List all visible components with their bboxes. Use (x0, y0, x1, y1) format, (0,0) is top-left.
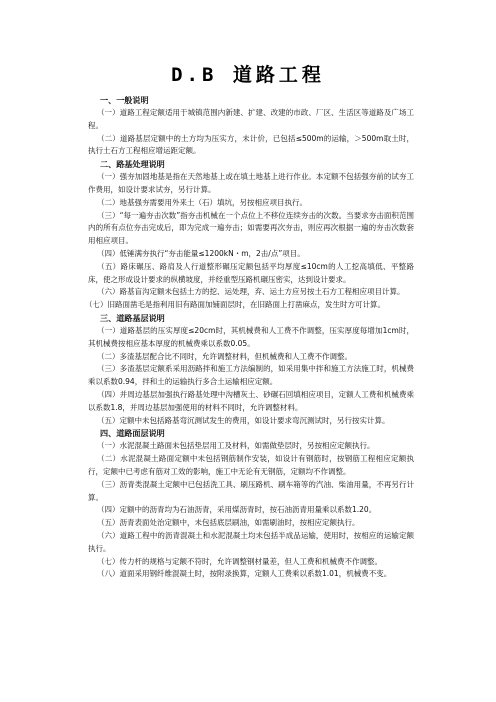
paragraph: （五）定额中未包括路基弯沉测试发生的费用，如设计要求弯沉测试时，另行按实计算。 (97, 415, 390, 425)
paragraph: （二）道路基层定额中的土方均为压实方，未计价，已包括≤500m的运输，＞500m取土时，执行土石方工程相应增运距定额。 (88, 133, 414, 156)
section-heading: 二、路基处理说明 (100, 159, 165, 170)
section-heading: 三、道路基层说明 (100, 312, 165, 323)
paragraph: （五）路床碾压、路肩及人行道整形碾压定额包括平均厚度≤10cm的人工挖高填低、平整路床，使之形成设计要求的纵横坡度，并经重型压路机碾压密实，达到设计要求。 (88, 261, 414, 284)
paragraph: （八）道面采用钢纤维混凝土时，按附录换算，定额人工费乘以系数1.01，机械费不变。 (97, 569, 392, 579)
paragraph: （五）沥青表面处治定额中，未包括底层刷油，如需刷油时，按相应定额执行。 (97, 518, 360, 528)
paragraph: （二）地基强夯需要用外来土（石）填坑，另按相应项目执行。 (97, 197, 307, 207)
paragraph: （六）路基盲沟定额未包括土方的挖、运处理，弃、运土方应另按土石方工程相应项目计算。 (97, 287, 405, 297)
paragraph: （一）道路基层的压实厚度≤20cm时，其机械费和人工费不作调整，压实厚度每增加1cm时，其机械费按相应基本厚度的机械费乘以系数0.05。 (88, 325, 414, 348)
paragraph: （一）水泥混凝土路面未包括垫层用工及材料，如需做垫层时，另按相应定额执行。 (97, 441, 375, 451)
paragraph: （六）道路工程中的沥青混凝土和水泥混凝土均未包括半成品运输，使用时，按相应的运输定额执行。 (88, 530, 414, 553)
document-body (85, 94, 414, 581)
paragraph: （三）多渣基层定额系采用沥路拌和施工方法编制的，如采用集中拌和施工方法施工时，机械费乘以系数0.94，拌和土的运输执行多合土运输相应定额。 (88, 364, 414, 387)
paragraph: （三）“每一遍夯击次数”指夯击机械在一个点位上不移位连续夯击的次数。当要求夯击面积范围内的所有点位夯击完成后，即为完成一遍夯击；如需要再次夯击，则应再次根据一遍的夯击次数套用相应项目。 (88, 210, 414, 246)
paragraph: （一）道路工程定额适用于城镇范围内新建、扩建、改建的市政、厂区、生活区等道路及广场工程。 (88, 108, 414, 130)
paragraph: （七）传力杆的规格与定额不符时，允许调整钢材量差，但人工费和机械费不作调整。 (97, 556, 382, 566)
paragraph: （一）强夯加固地基是指在天然地基上或在填土地基上进行作业。本定额不包括强夯前的试夯工作费用，如设计要求试夯，另行计算。 (88, 172, 414, 194)
paragraph: （四）并周边基层加强执行路基处理中沟槽灰土、砂碾石回填相应项目，定额人工费和机械费乘以系数1.8，并周边基层加强使用的材料不同时，允许调整材料。 (88, 389, 414, 412)
section-heading: 四、道路面层说明 (100, 428, 165, 439)
paragraph: （七）旧路面凿毛是指利用旧有路面加铺面层时，在旧路面上打凿麻点，发生时方可计算。 (85, 300, 385, 310)
section-heading: 一、一般说明 (100, 95, 149, 105)
paragraph: （二）水泥混凝土路面定额中未包括钢筋制作安装，如设计有钢筋时，按钢筋工程相应定额执行，定额中已考虑有筋对工效的影响，施工中无论有无钢筋，定额均不作调整。 (88, 454, 414, 476)
paragraph: （三）沥青类混凝土定额中已包括洗工具、刷压路机、刷车箱等的汽油、柴油用量，不再另行计算。 (88, 479, 414, 502)
page-title: D.B 道路工程 (171, 64, 325, 86)
paragraph: （四）定额中的沥青均为石油沥青，采用煤沥青时，按石油沥青用量乘以系数1.20。 (97, 505, 377, 515)
paragraph: （四）低锤满夯执行“夯击能量≤1200kN・m，2击/点”项目。 (97, 248, 305, 258)
paragraph: （二）多渣基层配合比不同时，允许调整材料，但机械费和人工费不作调整。 (97, 351, 352, 361)
